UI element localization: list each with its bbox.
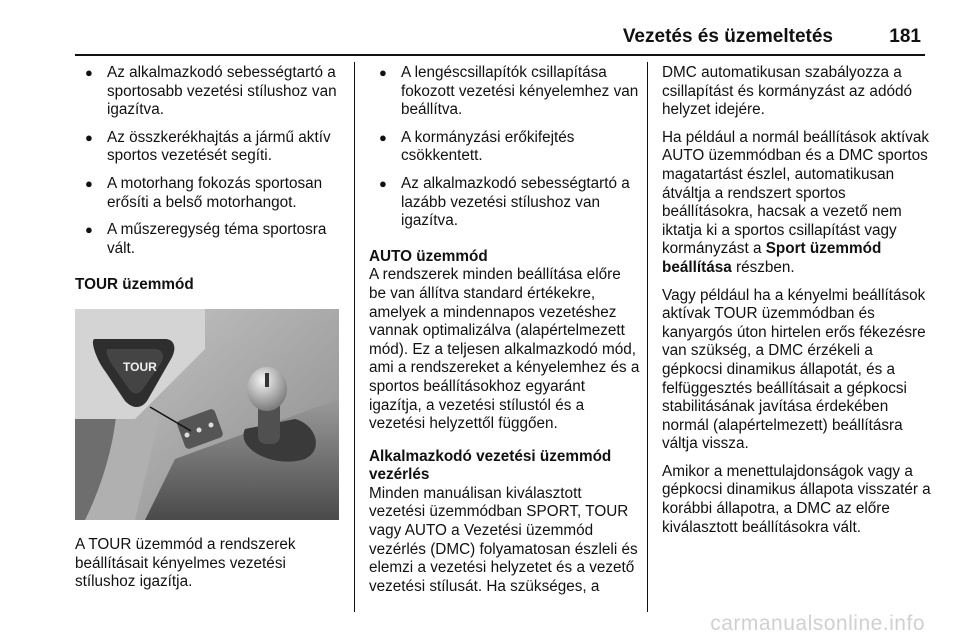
paragraph: Vagy például ha a kényelmi beállítások aktívak TOUR üzemmódban és kanyargós úton hirtelen erős fékezésre van szükség, a DMC érzékeli a gépkocsi dinamikus állapotát, és a felfüggesztés beállításait a gépkocsi stabilitásának javítása érdekében normál (alapértelmezett) beállításra váltja vissza. (662, 286, 926, 453)
bullet-icon: ● (379, 129, 387, 145)
list-item (75, 64, 343, 120)
list-item-text: A lengéscsillapítók csillapítása fokozott vezetési kényelemhez van beállítva. (401, 64, 639, 119)
bullet-icon: ● (379, 65, 387, 80)
list-item-text: A kormányzási erőkifejtés csökkentett. (401, 128, 575, 165)
list-item (369, 64, 641, 120)
tour-button-label: TOUR (123, 359, 157, 374)
list-item-text: Az alkalmazkodó sebességtartó a lazább vezetési stílushoz van igazítva. (401, 174, 630, 230)
bullet-icon: ● (379, 175, 387, 191)
bullet-icon: ● (85, 222, 93, 238)
paragraph: Amikor a menettulajdonságok vagy a gépkocsi dinamikus állapota visszatér a korábbi állapotra, a DMC az előre kiválasztott beállításokra vált. (662, 462, 931, 536)
bullet-icon: ● (85, 129, 93, 145)
column-divider (647, 62, 648, 612)
column-3 (662, 64, 937, 546)
dmc-paragraph: Minden manuálisan kiválasztott vezetési üzemmódban SPORT, TOUR vagy AUTO a Vezetési üzemmód vezérlés (DMC) folyamatosan észleli és elemzi a vezetési helyzetet és a vezető vezetési stílusát. Ha szükséges, a (369, 484, 638, 595)
paragraph-text: Ha például a normál beállítások aktívak AUTO üzemmódban és a DMC sportos magatartást észlel, automatikusan átváltja a rendszert sportos beállításokra, hacsak a vezető nem iktatja ki a sportos csillapítást vagy kormányzást a (662, 128, 929, 258)
paragraph: DMC automatikusan szabályozza a csillapítást és kormányzást az adódó helyzet idejére. (662, 64, 912, 119)
list-item (369, 175, 641, 231)
list-item (369, 129, 641, 166)
paragraph-text: részben. (735, 258, 795, 276)
list-item-text: Az összkerékhajtás a jármű aktív sportos vezetését segíti. (107, 128, 331, 165)
dmc-heading: Alkalmazkodó vezetési üzemmód vezérlés (369, 447, 612, 484)
auto-heading: AUTO üzemmód (369, 247, 488, 265)
auto-paragraph: A rendszerek minden beállítása előre be van állítva standard értékekre, amelyek a mindennapos vezetéshez vannak optimalizálva (alapértelmezett mód). Ez a teljesen alkalmazkodó mód, ami a rendszereket a kényelemhez és a sportos beállításokhoz egyaránt igazítja, a vezetési stílustól és a vezetési helyzettől függően. (369, 266, 640, 433)
column-2 (369, 64, 641, 605)
tour-heading: TOUR üzemmód (75, 276, 194, 294)
page-header (75, 24, 925, 56)
column-divider (354, 62, 355, 612)
list-item (75, 175, 343, 212)
page-number: 181 (889, 26, 921, 47)
bullet-icon: ● (85, 175, 93, 191)
bullet-icon: ● (85, 65, 93, 80)
paragraph (662, 129, 937, 278)
bullet-list (75, 64, 343, 258)
list-item-text: Az alkalmazkodó sebességtartó a sportosabb vezetési stílushoz van igazítva. (107, 64, 337, 119)
list-item-text: A műszeregység téma sportosra vált. (107, 221, 327, 257)
tour-button-photo (75, 309, 339, 520)
watermark: carmanualsonline.info (710, 612, 925, 635)
figure-caption: A TOUR üzemmód a rendszerek beállításait kényelmes vezetési stílushoz igazítja. (75, 535, 296, 591)
sport-mode-reference: Sport üzemmód beállítása (662, 240, 882, 276)
bullet-list (369, 64, 641, 231)
list-item-text: A motorhang fokozás sportosan erősíti a belső motorhangot. (107, 174, 323, 211)
section-title: Vezetés és üzemeltetés (622, 26, 833, 47)
list-item (75, 221, 343, 258)
column-1 (75, 64, 343, 601)
list-item (75, 129, 343, 166)
